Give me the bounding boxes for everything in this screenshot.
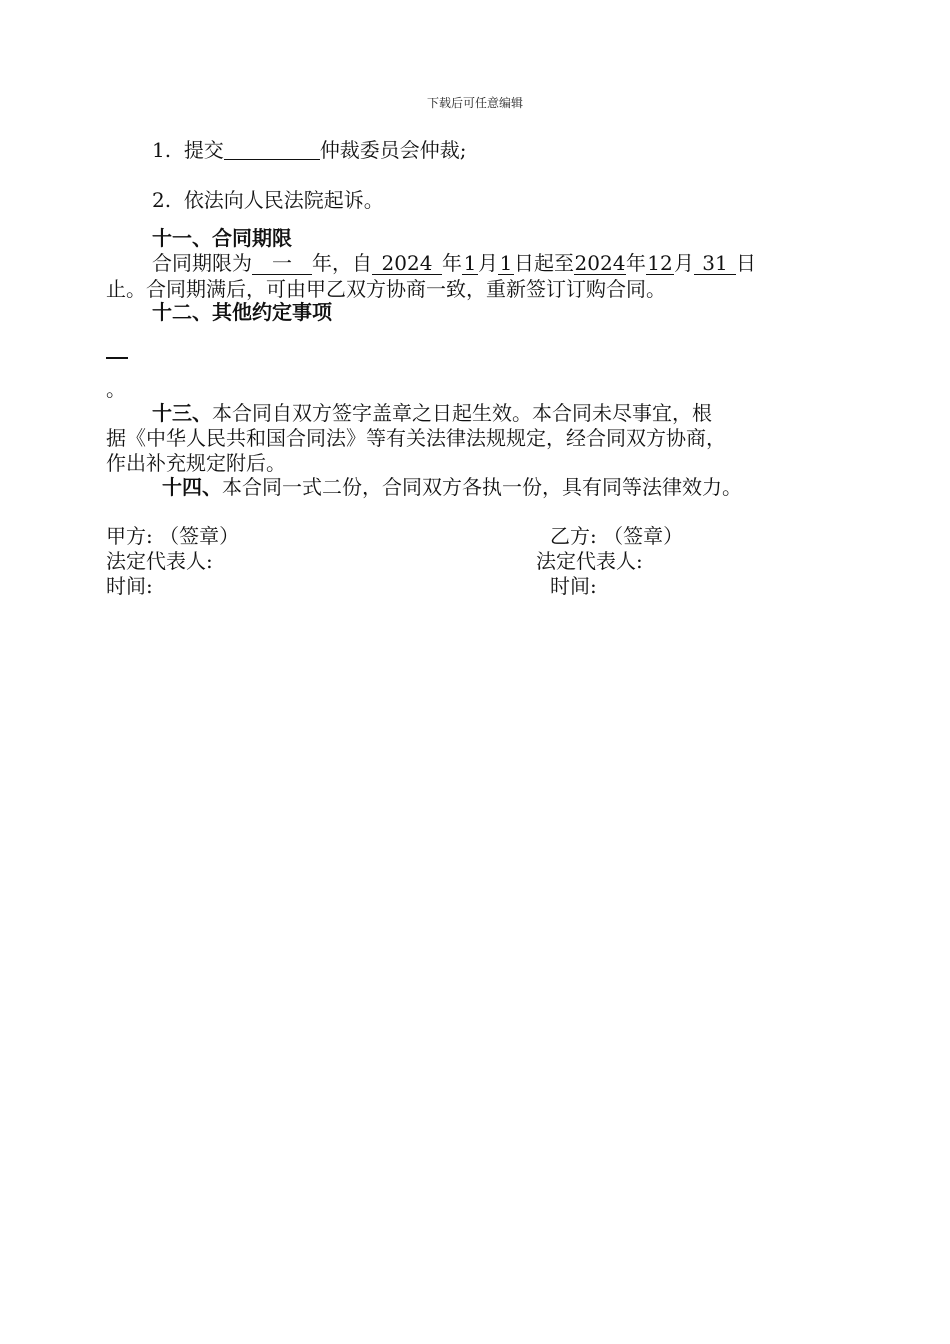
term-text: 日 [736,251,756,275]
party-b-representative: 法定代表人: [536,549,643,573]
section-14-line [162,475,742,499]
term-text: 合同期限为 [152,251,252,275]
dispute-item-1 [152,138,467,162]
item-text: 仲裁委员会仲裁; [319,138,467,162]
start-day-value: 1 [499,251,513,275]
start-month-value: 1 [463,251,477,275]
dispute-item-2 [152,188,384,212]
section-13-text: 本合同自双方签字盖章之日起生效。本合同未尽事宜，根 [212,401,712,425]
section-12-heading: 十二、其他约定事项 [152,300,332,324]
section-13-line-1 [152,401,712,425]
end-day-value: 31 [694,252,736,275]
party-a-representative: 法定代表人: [106,549,213,573]
section-13-number: 十三、 [152,401,212,425]
contract-term-line [152,251,756,275]
section-14-number: 十四、 [162,475,222,499]
term-text: 年 [626,251,646,275]
item-text: 依法向人民法院起诉。 [183,188,384,212]
term-years-value: 一 [252,252,312,275]
term-text: 月 [478,251,498,275]
term-text: 年 [442,251,462,275]
section-12-period: 。 [106,377,126,401]
end-month-value: 12 [647,251,673,275]
section-11-heading: 十一、合同期限 [152,226,292,250]
party-b-time: 时间: [550,574,597,598]
arbitration-blank [224,139,320,160]
party-a-seal: 甲方: （签章） [106,524,240,548]
contract-term-line-2: 止。合同期满后，可由甲乙双方协商一致，重新签订订购合同。 [106,277,666,301]
section-14-text: 本合同一式二份，合同双方各执一份，具有同等法律效力。 [222,475,742,499]
item-number: 1. [152,138,172,162]
section-13-line-2: 据《中华人民共和国合同法》等有关法律法规规定，经合同双方协商， [106,426,726,450]
start-year-value: 2024 [372,252,442,275]
term-text: 月 [674,251,694,275]
party-b-seal: 乙方: （签章） [550,524,684,548]
party-a-time: 时间: [106,574,153,598]
item-number: 2. [152,188,172,212]
item-text: 提交 [183,138,224,162]
end-year-value: 2024 [574,251,626,275]
page-header-note: 下载后可任意编辑 [426,96,523,110]
term-text: 年，自 [312,251,372,275]
section-13-line-3: 作出补充规定附后。 [106,451,286,475]
term-text: 日起至 [514,251,574,275]
other-terms-blank-line [106,357,128,359]
